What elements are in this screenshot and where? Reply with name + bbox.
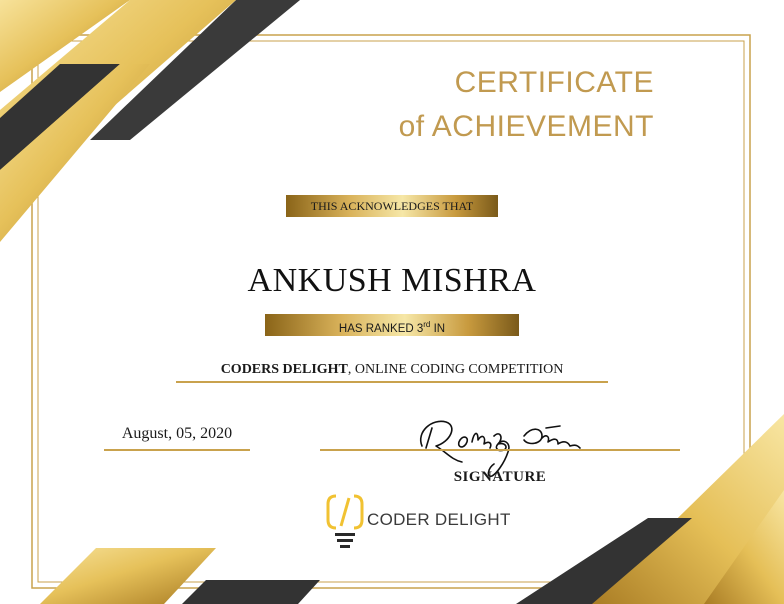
ranked-banner — [265, 314, 519, 336]
title-certificate: CERTIFICATE — [454, 66, 654, 99]
ranked-text: HAS RANKED 3 — [338, 322, 424, 335]
competition-line — [176, 362, 608, 378]
competition-desc: , ONLINE CODING COMPETITION — [347, 362, 564, 377]
signature-label: SIGNATURE — [453, 469, 547, 485]
corner-dark-stripe-bl — [182, 580, 320, 604]
title-achievement: of ACHIEVEMENT — [398, 110, 654, 143]
ranked-in: IN — [430, 322, 446, 335]
signature-line — [320, 449, 680, 451]
award-date: August, 05, 2020 — [121, 425, 233, 442]
logo-bulb-icon — [328, 496, 362, 548]
acknowledges-banner: THIS ACKNOWLEDGES THAT — [286, 195, 498, 217]
competition-underline — [176, 381, 608, 383]
logo-text: CODER DELIGHT — [367, 510, 511, 529]
recipient-name: ANKUSH MISHRA — [247, 262, 537, 299]
ranked-ordinal: rd — [423, 320, 431, 329]
date-underline — [104, 449, 250, 451]
corner-gold-stripe-bl — [40, 548, 216, 604]
competition-name: CODERS DELIGHT — [220, 362, 348, 377]
